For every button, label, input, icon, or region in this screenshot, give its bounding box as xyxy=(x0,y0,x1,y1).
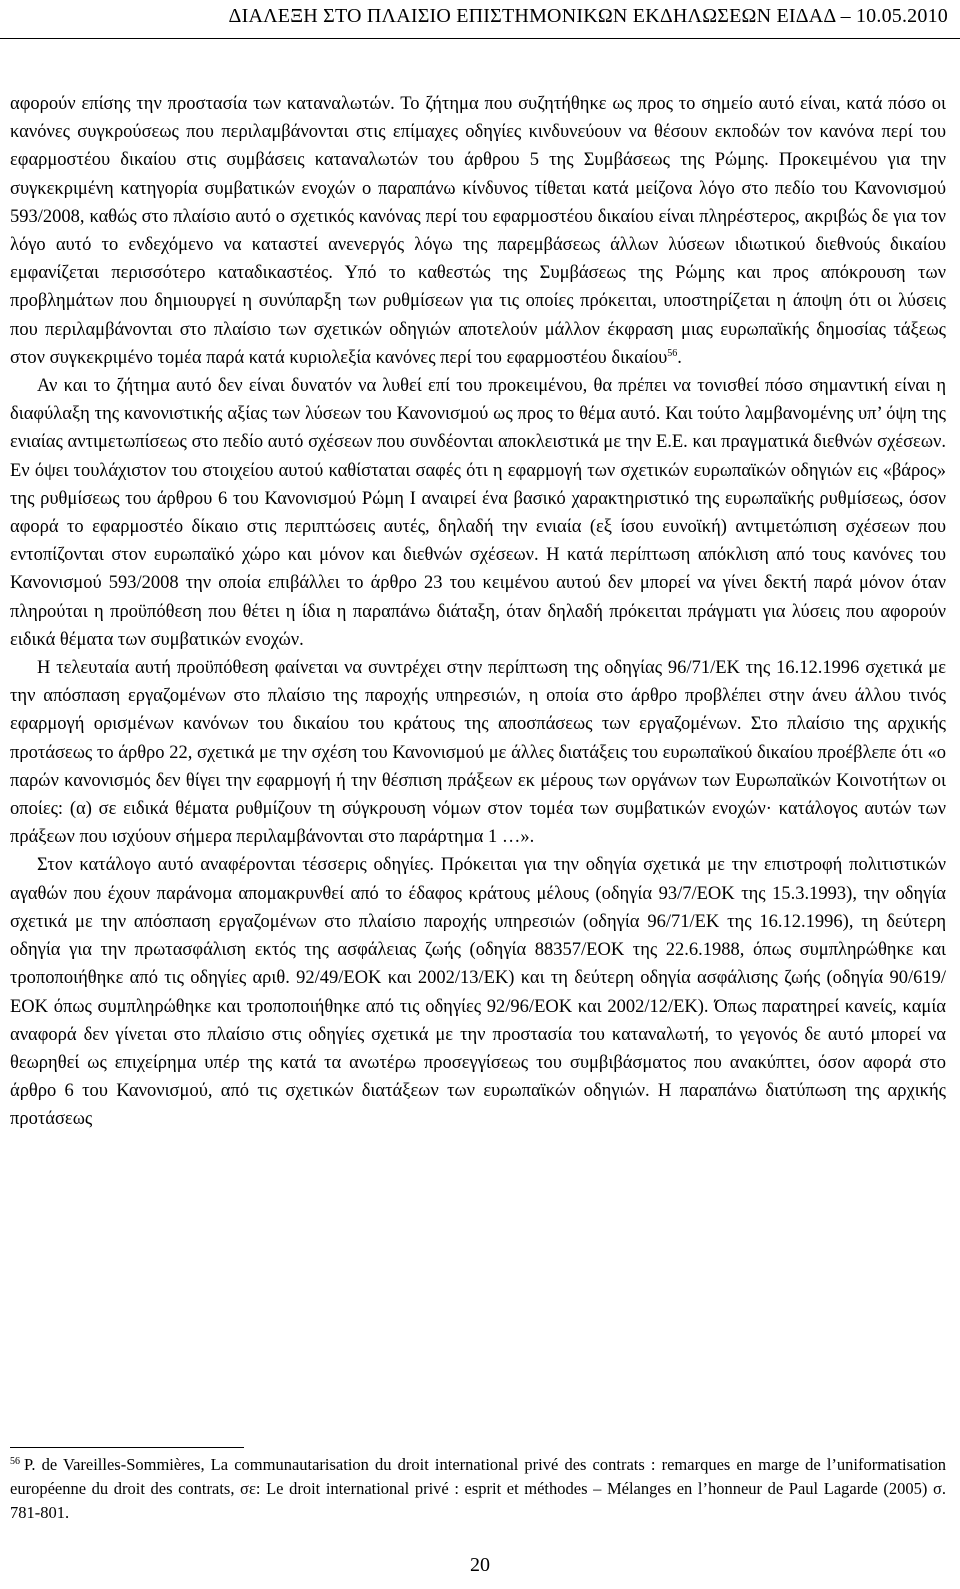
footnote-separator xyxy=(10,1447,244,1448)
paragraph-1-text: αφορούν επίσης την προστασία των καταναλωτών. Το ζήτημα που συζητήθηκε ως προς το σημείο αυτό είναι, κατά πόσο οι κανόνες συγκρούσεως που περιλαμβάνονται στις επίμαχες οδηγίες κινδυνεύουν να θέσουν εκποδών τον κανόνα περί του εφαρμοστέου δικαίου στις συμβάσεις καταναλωτών του άρθρου 5 της Συμβάσεως της Ρώμης. Προκειμένου για την συγκεκριμένη κατηγορία συμβατικών ενοχών ο παραπάνω κίνδυνος τίθεται κατά μείζονα λόγο στο πεδίο του Κανονισμού 593/2008, καθώς στο πλαίσιο αυτό ο σχετικός κανόνας περί του εφαρμοστέου δικαίου είναι πληρέστερος, ακριβώς δε για τον λόγο αυτό το ενδεχόμενο να καταστεί ανενεργός λόγω της παρεμβάσεως άλλων λύσεων ιδιωτικού διεθνούς δικαίου εμφανίζεται περισσότερο καταδικαστέος. Υπό το καθεστώς της Συμβάσεως της Ρώμης και προς απόκρουση των προβλημάτων που δημιουργεί η συνύπαρξη των ρυθμίσεων για τις οποίες πρόκειται, υποστηρίζεται η άποψη ότι οι λύσεις που περιλαμβάνονται στο πλαίσιο των σχετικών οδηγιών αποτελούν μάλλον έκφραση μιας ευρωπαϊκής δημοσίας τάξεως στον συγκεκριμένο τομέα παρά κατά κυριολεξία κανόνες περί του εφαρμοστέου δικαίου xyxy=(10,94,946,368)
page-number: 20 xyxy=(470,1554,490,1576)
footnote-ref-56[interactable]: 56 xyxy=(667,347,678,359)
footnote-text: P. de Vareilles-Sommières, La communautarisation du droit international privé des contrats : remarques en marge de l’uniformatisation européenne du droit des contrats, σε: Le droit international privé : esprit et méthodes – Mélanges en l’honneur de Paul Lagarde (2005) σ. 781-801. xyxy=(10,1455,946,1522)
footnote-56 xyxy=(10,1453,946,1525)
footnote-number: 56 xyxy=(10,1455,20,1467)
running-header-title: ΔΙΑΛΕΞΗ ΣΤΟ ΠΛΑΙΣΙΟ ΕΠΙΣΤΗΜΟΝΙΚΩΝ ΕΚΔΗΛΩΣΕΩΝ ΕΙΔΑΔ – 10.05.2010 xyxy=(228,5,948,27)
paragraph-1-end: . xyxy=(677,347,682,368)
paragraph-2: Αν και το ζήτημα αυτό δεν είναι δυνατόν να λυθεί επί του προκειμένου, θα πρέπει να τονισθεί πόσο σημαντική είναι η διαφύλαξη της κανονιστικής αξίας των λύσεων του Κανονισμού ως προς το θέμα αυτό. Και τούτο λαμβανομένης υπ’ όψη της ενιαίας αντιμετωπίσεως στο πεδίο αυτό σχέσεων που συνδέονται αποκλειστικά με την Ε.Ε. και πραγματικά διεθνών σχέσεων. Εν όψει τουλάχιστον του στοιχείου αυτού καθίσταται σαφές ότι η εφαρμογή των σχετικών ευρωπαϊκών οδηγιών εις «βάρος» της ρυθμίσεως του άρθρου 6 του Κανονισμού Ρώμη Ι αναιρεί ένα βασικό χαρακτηριστικό της ευρωπαϊκής ρυθμίσεως, όσον αφορά το εφαρμοστέο δίκαιο στις περιπτώσεις αυτές, δηλαδή την ενιαία (εξ ίσου ευνοϊκή) αντιμετώπιση σχέσεων που εντοπίζονται στον ευρωπαϊκό χώρο και μόνον και διεθνών σχέσεων. Η κατά περίπτωση απόκλιση από τους κανόνες του Κανονισμού 593/2008 την οποία επιβάλλει το άρθρο 23 του κειμένου αυτού δεν μπορεί να γίνει δεκτή παρά μόνον όταν πληρούται η προϋπόθεση που θέτει η ίδια η παραπάνω διάταξη, όταν δηλαδή πρόκειται πράγματι για λύσεις που αφορούν ειδικά θέματα των συμβατικών ενοχών. xyxy=(10,376,946,650)
main-text xyxy=(10,90,946,1134)
paragraph-3: Η τελευταία αυτή προϋπόθεση φαίνεται να συντρέχει στην περίπτωση της οδηγίας 96/71/ΕΚ της 16.12.1996 σχετικά με την απόσπαση εργαζομένων στο πλαίσιο της παροχής υπηρεσιών, η οποία στο άρθρο προβλέπει στην άνευ άλλου τινός εφαρμογή ορισμένων κανόνων του δικαίου του κράτους της αποσπάσεως των εργαζομένων. Στο πλαίσιο της αρχικής προτάσεως το άρθρο 22, σχετικά με την σχέση του Κανονισμού με άλλες διατάξεις του ευρωπαϊκού δικαίου προέβλεπε ότι «ο παρών κανονισμός δεν θίγει την εφαρμογή ή την θέσπιση πράξεων εκ μέρους των οργάνων των Ευρωπαϊκών Κοινοτήτων οι οποίες: (α) σε ειδικά θέματα ρυθμίζουν τη σύγκρουση νόμων στον τομέα των συμβατικών ενοχών· κατάλογος αυτών των πράξεων που ισχύουν σήμερα περιλαμβάνονται στο παράρτημα 1 …». xyxy=(10,658,946,848)
running-header xyxy=(12,4,948,28)
paragraph-4: Στον κατάλογο αυτό αναφέρονται τέσσερις οδηγίες. Πρόκειται για την οδηγία σχετικά με την επιστροφή πολιτιστικών αγαθών που έχουν παράνομα απομακρυνθεί από το έδαφος κράτους μέλους (οδηγία 93/7/ΕΟΚ της 15.3.1993), την οδηγία σχετικά με την απόσπαση εργαζομένων στο πλαίσιο παροχής υπηρεσιών (οδηγία 96/71/ΕΚ της 16.12.1996), τη δεύτερη οδηγία για την πρωτασφάλιση εκτός της ασφάλειας ζωής (οδηγία 88357/ΕΟΚ της 22.6.1988, όπως συμπληρώθηκε και τροποποιήθηκε από τις οδηγίες αριθ. 92/49/ΕΟΚ και 2002/13/ΕΚ) και τη δεύτερη οδηγία ασφάλισης ζωής (οδηγία 90/619/ΕΟΚ όπως συμπληρώθηκε και τροποποιήθηκε από τις οδηγίες 92/96/ΕΟΚ και 2002/12/ΕΚ). Όπως παρατηρεί κανείς, καμία αναφορά δεν γίνεται στο πλαίσιο στις οδηγίες σχετικά με την προστασία του καταναλωτή, το γεγονός δε αυτό μπορεί να θεωρηθεί ως επιχείρημα υπέρ της κατά τα ανωτέρω προσεγγίσεως του συμβιβάσματος που ανακύπτει, όσον αφορά στο άρθρο 6 του Κανονισμού, από τις σχετικών διατάξεων των ευρωπαϊκών οδηγιών. Η παραπάνω διατύπωση της αρχικής προτάσεως xyxy=(10,855,946,1130)
paragraph-1 xyxy=(10,90,946,372)
header-rule xyxy=(0,38,960,39)
footnotes xyxy=(10,1453,946,1525)
